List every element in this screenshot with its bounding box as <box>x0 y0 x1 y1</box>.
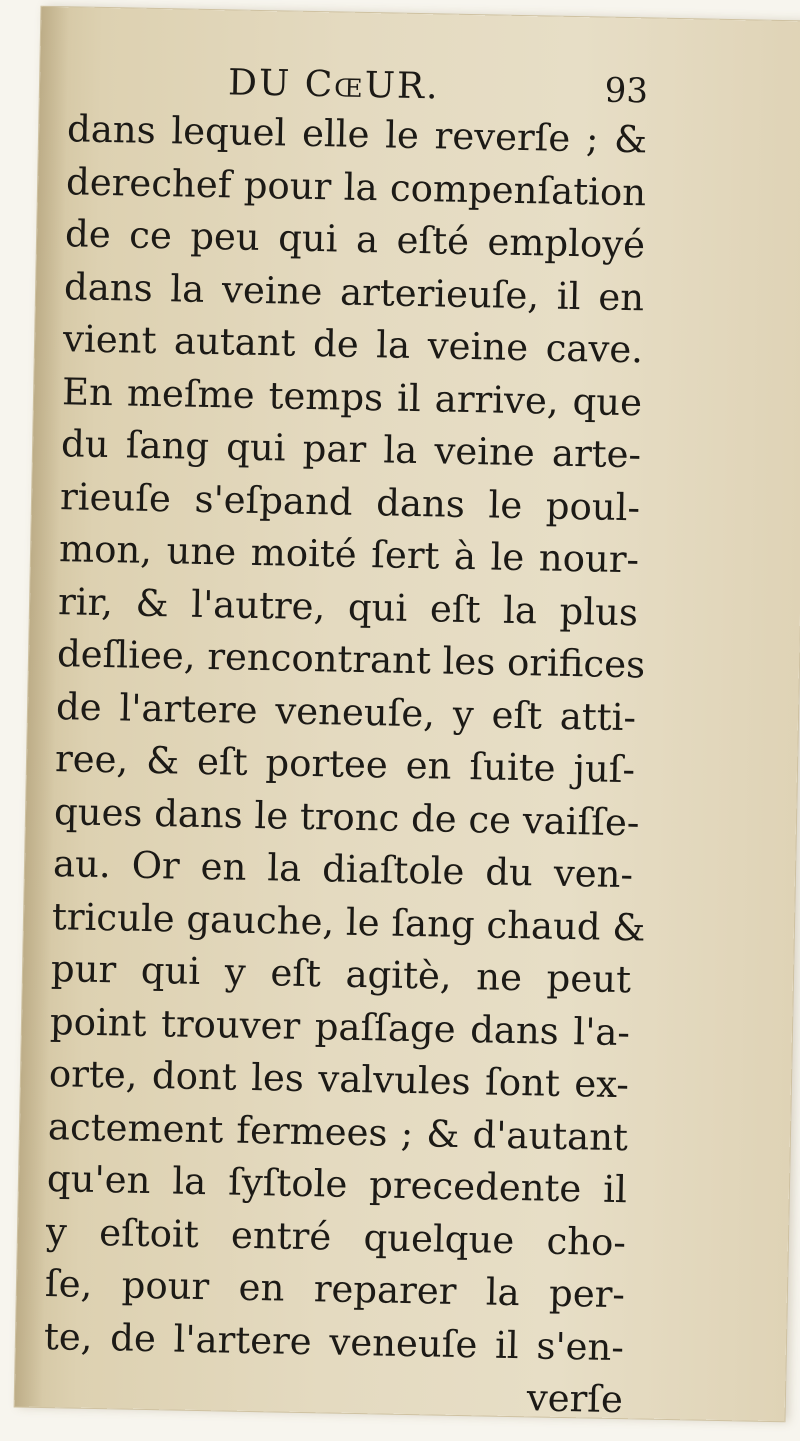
text-line: pur qui y eſt agitè, ne peut <box>50 947 632 1002</box>
text-line: au. Or en la diaſtole du ven- <box>52 842 634 897</box>
book-page <box>15 7 800 1422</box>
text-line: y eſtoit entré quelque cho- <box>45 1209 627 1264</box>
text-line: dans la veine arterieuſe, il en <box>63 264 645 319</box>
text-line: mon, une moité ſert à le nour- <box>58 527 640 582</box>
text-line: te, de l'artere veneuſe il s'en- <box>43 1314 625 1369</box>
text-line: qu'en la ſyſtole precedente il <box>46 1157 628 1212</box>
text-line: de ce peu qui a eſté employé <box>64 212 646 267</box>
text-line: rir, & l'autre, qui eſt la plus <box>57 579 639 634</box>
text-line: tricule gauche, le ſang chaud & <box>51 894 646 949</box>
text-line: En meſme temps il arrive, que <box>61 369 643 424</box>
text-line: actement fermees ; & d'autant <box>47 1104 629 1159</box>
text-line: de l'artere veneuſe, y eſt atti- <box>55 684 637 739</box>
text-line: rieuſe s'eſpand dans le poul- <box>59 474 641 529</box>
text-line: ſe, pour en reparer la per- <box>44 1262 626 1317</box>
text-line: deſliee, rencontrant les orifices <box>56 632 646 687</box>
text-block <box>42 57 648 1426</box>
text-line: du ſang qui par la veine arte- <box>60 422 642 477</box>
text-line: ree, & eſt portee en ſuite juſ- <box>54 737 636 792</box>
text-line: ques dans le tronc de ce vaiſſe- <box>53 789 640 844</box>
running-head-title: DU CœUR. <box>227 62 440 108</box>
body-text <box>42 103 647 1426</box>
text-line: derechef pour la compenſation <box>65 159 647 214</box>
catchword: verſe <box>526 1376 624 1422</box>
text-line: point trouver paſſage dans l'a- <box>49 999 631 1054</box>
text-line: dans lequel elle le reverſe ; & <box>66 107 648 162</box>
text-line: vient autant de la veine cave. <box>62 317 644 372</box>
text-line: orte, dont les valvules ſont ex- <box>48 1052 630 1107</box>
page-number: 93 <box>604 70 649 112</box>
